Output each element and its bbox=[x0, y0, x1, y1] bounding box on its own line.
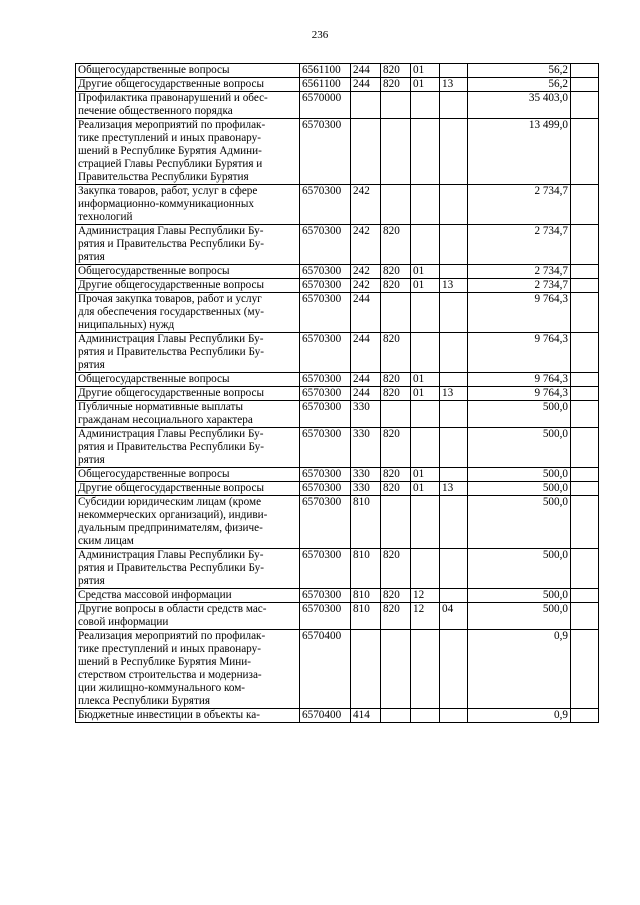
item-name-line: Другие вопросы в области средств мас- bbox=[78, 603, 267, 615]
target-article-cell: 6570000 bbox=[300, 92, 351, 119]
subsection-cell bbox=[440, 64, 468, 78]
amount-cell: 56,2 bbox=[468, 78, 571, 92]
item-name-line: плекса Республики Бурятия bbox=[78, 695, 210, 707]
amount-cell: 35 403,0 bbox=[468, 92, 571, 119]
item-name-cell bbox=[76, 333, 300, 373]
item-name-cell bbox=[76, 549, 300, 589]
item-name-line: информационно-коммуникационных bbox=[78, 198, 254, 210]
item-name-cell bbox=[76, 78, 300, 92]
empty-cell bbox=[571, 333, 599, 373]
table-row bbox=[76, 185, 599, 225]
subsection-cell bbox=[440, 265, 468, 279]
empty-cell bbox=[571, 428, 599, 468]
item-name-line: дуальным предпринимателям, физиче- bbox=[78, 522, 263, 534]
ministry-code-cell: 820 bbox=[381, 373, 411, 387]
item-name-line: Общегосударственные вопросы bbox=[78, 265, 230, 277]
empty-cell bbox=[571, 293, 599, 333]
subsection-cell bbox=[440, 401, 468, 428]
subsection-cell: 13 bbox=[440, 387, 468, 401]
item-name-line: Прочая закупка товаров, работ и услуг bbox=[78, 293, 262, 305]
item-name-line: рятия bbox=[78, 359, 105, 371]
item-name-cell bbox=[76, 119, 300, 185]
target-article-cell: 6570300 bbox=[300, 428, 351, 468]
expense-type-cell: 810 bbox=[351, 589, 381, 603]
section-cell: 01 bbox=[411, 78, 440, 92]
empty-cell bbox=[571, 709, 599, 723]
section-cell bbox=[411, 119, 440, 185]
section-cell bbox=[411, 496, 440, 549]
target-article-cell: 6561100 bbox=[300, 78, 351, 92]
item-name-line: Профилактика правонарушений и обес- bbox=[78, 92, 268, 104]
section-cell: 01 bbox=[411, 373, 440, 387]
item-name-cell bbox=[76, 496, 300, 549]
section-cell: 01 bbox=[411, 468, 440, 482]
item-name-cell bbox=[76, 428, 300, 468]
amount-cell: 500,0 bbox=[468, 603, 571, 630]
target-article-cell: 6570300 bbox=[300, 482, 351, 496]
table-row bbox=[76, 496, 599, 549]
empty-cell bbox=[571, 265, 599, 279]
item-name-line: Администрация Главы Республики Бу- bbox=[78, 428, 264, 440]
item-name-line: стерством строительства и модерниза- bbox=[78, 669, 262, 681]
item-name-line: рятия и Правительства Республики Бу- bbox=[78, 346, 264, 358]
amount-cell: 56,2 bbox=[468, 64, 571, 78]
target-article-cell: 6570300 bbox=[300, 589, 351, 603]
empty-cell bbox=[571, 603, 599, 630]
section-cell bbox=[411, 333, 440, 373]
subsection-cell bbox=[440, 119, 468, 185]
item-name-line: рятия и Правительства Республики Бу- bbox=[78, 441, 264, 453]
item-name-line: Правительства Республики Бурятия bbox=[78, 171, 249, 183]
item-name-line: для обеспечения государственных (му- bbox=[78, 306, 264, 318]
target-article-cell: 6570400 bbox=[300, 630, 351, 709]
expense-type-cell: 242 bbox=[351, 185, 381, 225]
section-cell: 01 bbox=[411, 482, 440, 496]
amount-cell: 2 734,7 bbox=[468, 225, 571, 265]
item-name-cell bbox=[76, 709, 300, 723]
subsection-cell: 13 bbox=[440, 279, 468, 293]
subsection-cell bbox=[440, 496, 468, 549]
table-row bbox=[76, 589, 599, 603]
item-name-cell bbox=[76, 92, 300, 119]
ministry-code-cell: 820 bbox=[381, 279, 411, 293]
expense-type-cell bbox=[351, 119, 381, 185]
section-cell bbox=[411, 401, 440, 428]
expense-type-cell: 810 bbox=[351, 496, 381, 549]
ministry-code-cell bbox=[381, 185, 411, 225]
budget-table bbox=[75, 63, 599, 723]
ministry-code-cell: 820 bbox=[381, 589, 411, 603]
item-name-cell bbox=[76, 387, 300, 401]
amount-cell: 2 734,7 bbox=[468, 185, 571, 225]
section-cell bbox=[411, 293, 440, 333]
empty-cell bbox=[571, 373, 599, 387]
target-article-cell: 6570300 bbox=[300, 265, 351, 279]
item-name-cell bbox=[76, 64, 300, 78]
item-name-line: шений в Республике Бурятия Мини- bbox=[78, 656, 251, 668]
amount-cell: 500,0 bbox=[468, 401, 571, 428]
section-cell: 01 bbox=[411, 64, 440, 78]
target-article-cell: 6570300 bbox=[300, 279, 351, 293]
section-cell: 01 bbox=[411, 279, 440, 293]
ministry-code-cell bbox=[381, 709, 411, 723]
table-row bbox=[76, 78, 599, 92]
item-name-line: Реализация мероприятий по профилак- bbox=[78, 119, 266, 131]
expense-type-cell: 330 bbox=[351, 482, 381, 496]
item-name-line: Общегосударственные вопросы bbox=[78, 373, 230, 385]
item-name-line: Публичные нормативные выплаты bbox=[78, 401, 243, 413]
table-row bbox=[76, 401, 599, 428]
amount-cell: 0,9 bbox=[468, 709, 571, 723]
target-article-cell: 6570300 bbox=[300, 387, 351, 401]
ministry-code-cell bbox=[381, 92, 411, 119]
empty-cell bbox=[571, 387, 599, 401]
table-row bbox=[76, 119, 599, 185]
item-name-cell bbox=[76, 225, 300, 265]
item-name-line: гражданам несоциального характера bbox=[78, 414, 253, 426]
subsection-cell bbox=[440, 428, 468, 468]
item-name-line: Общегосударственные вопросы bbox=[78, 64, 230, 76]
item-name-cell bbox=[76, 482, 300, 496]
empty-cell bbox=[571, 468, 599, 482]
empty-cell bbox=[571, 225, 599, 265]
expense-type-cell: 244 bbox=[351, 64, 381, 78]
target-article-cell: 6570300 bbox=[300, 333, 351, 373]
item-name-line: ции жилищно-коммунального ком- bbox=[78, 682, 246, 694]
amount-cell: 2 734,7 bbox=[468, 265, 571, 279]
target-article-cell: 6570300 bbox=[300, 373, 351, 387]
amount-cell: 2 734,7 bbox=[468, 279, 571, 293]
expense-type-cell bbox=[351, 92, 381, 119]
amount-cell: 500,0 bbox=[468, 468, 571, 482]
item-name-line: Другие общегосударственные вопросы bbox=[78, 482, 265, 494]
table-row bbox=[76, 333, 599, 373]
subsection-cell: 13 bbox=[440, 78, 468, 92]
item-name-cell bbox=[76, 401, 300, 428]
ministry-code-cell bbox=[381, 401, 411, 428]
amount-cell: 500,0 bbox=[468, 589, 571, 603]
item-name-line: совой информации bbox=[78, 616, 169, 628]
target-article-cell: 6570300 bbox=[300, 549, 351, 589]
table-row bbox=[76, 265, 599, 279]
subsection-cell bbox=[440, 293, 468, 333]
empty-cell bbox=[571, 119, 599, 185]
target-article-cell: 6570300 bbox=[300, 225, 351, 265]
subsection-cell bbox=[440, 709, 468, 723]
item-name-line: рятия bbox=[78, 454, 105, 466]
expense-type-cell: 330 bbox=[351, 468, 381, 482]
amount-cell: 500,0 bbox=[468, 549, 571, 589]
item-name-cell bbox=[76, 185, 300, 225]
item-name-line: рятия и Правительства Республики Бу- bbox=[78, 238, 264, 250]
section-cell bbox=[411, 428, 440, 468]
item-name-line: рятия bbox=[78, 575, 105, 587]
item-name-line: тике преступлений и иных правонару- bbox=[78, 132, 261, 144]
table-row bbox=[76, 468, 599, 482]
empty-cell bbox=[571, 496, 599, 549]
subsection-cell: 04 bbox=[440, 603, 468, 630]
item-name-cell bbox=[76, 630, 300, 709]
item-name-cell bbox=[76, 468, 300, 482]
target-article-cell: 6570300 bbox=[300, 496, 351, 549]
expense-type-cell: 244 bbox=[351, 293, 381, 333]
item-name-line: Другие общегосударственные вопросы bbox=[78, 387, 265, 399]
expense-type-cell: 242 bbox=[351, 279, 381, 293]
empty-cell bbox=[571, 630, 599, 709]
item-name-line: Закупка товаров, работ, услуг в сфере bbox=[78, 185, 258, 197]
amount-cell: 500,0 bbox=[468, 496, 571, 549]
table-row bbox=[76, 92, 599, 119]
section-cell: 01 bbox=[411, 387, 440, 401]
page-number: 236 bbox=[311, 29, 329, 41]
item-name-line: рятия bbox=[78, 251, 105, 263]
subsection-cell bbox=[440, 549, 468, 589]
expense-type-cell bbox=[351, 630, 381, 709]
empty-cell bbox=[571, 78, 599, 92]
amount-cell: 9 764,3 bbox=[468, 333, 571, 373]
expense-type-cell: 810 bbox=[351, 603, 381, 630]
budget-table-body bbox=[76, 64, 599, 723]
target-article-cell: 6570300 bbox=[300, 185, 351, 225]
ministry-code-cell: 820 bbox=[381, 265, 411, 279]
item-name-line: Средства массовой информации bbox=[78, 589, 232, 601]
target-article-cell: 6570300 bbox=[300, 293, 351, 333]
expense-type-cell: 242 bbox=[351, 225, 381, 265]
item-name-cell bbox=[76, 265, 300, 279]
item-name-line: Администрация Главы Республики Бу- bbox=[78, 549, 264, 561]
empty-cell bbox=[571, 279, 599, 293]
empty-cell bbox=[571, 401, 599, 428]
expense-type-cell: 810 bbox=[351, 549, 381, 589]
table-row bbox=[76, 482, 599, 496]
amount-cell: 500,0 bbox=[468, 428, 571, 468]
ministry-code-cell: 820 bbox=[381, 225, 411, 265]
table-row bbox=[76, 373, 599, 387]
item-name-line: Администрация Главы Республики Бу- bbox=[78, 333, 264, 345]
section-cell bbox=[411, 92, 440, 119]
expense-type-cell: 330 bbox=[351, 401, 381, 428]
ministry-code-cell bbox=[381, 293, 411, 333]
subsection-cell: 13 bbox=[440, 482, 468, 496]
ministry-code-cell bbox=[381, 496, 411, 549]
expense-type-cell: 242 bbox=[351, 265, 381, 279]
item-name-cell bbox=[76, 293, 300, 333]
table-row bbox=[76, 549, 599, 589]
item-name-line: некоммерческих организаций), индиви- bbox=[78, 509, 268, 521]
expense-type-cell: 414 bbox=[351, 709, 381, 723]
table-row bbox=[76, 709, 599, 723]
subsection-cell bbox=[440, 589, 468, 603]
item-name-cell bbox=[76, 603, 300, 630]
subsection-cell bbox=[440, 333, 468, 373]
item-name-cell bbox=[76, 279, 300, 293]
subsection-cell bbox=[440, 373, 468, 387]
section-cell bbox=[411, 185, 440, 225]
table-row bbox=[76, 603, 599, 630]
item-name-line: Администрация Главы Республики Бу- bbox=[78, 225, 264, 237]
ministry-code-cell: 820 bbox=[381, 333, 411, 373]
item-name-line: тике преступлений и иных правонару- bbox=[78, 643, 261, 655]
item-name-line: Реализация мероприятий по профилак- bbox=[78, 630, 266, 642]
subsection-cell bbox=[440, 185, 468, 225]
item-name-line: страцией Главы Республики Бурятия и bbox=[78, 158, 263, 170]
item-name-line: шений в Республике Бурятия Админи- bbox=[78, 145, 262, 157]
expense-type-cell: 244 bbox=[351, 387, 381, 401]
empty-cell bbox=[571, 589, 599, 603]
ministry-code-cell: 820 bbox=[381, 482, 411, 496]
amount-cell: 0,9 bbox=[468, 630, 571, 709]
table-row bbox=[76, 225, 599, 265]
empty-cell bbox=[571, 92, 599, 119]
item-name-cell bbox=[76, 373, 300, 387]
item-name-line: Другие общегосударственные вопросы bbox=[78, 78, 265, 90]
ministry-code-cell: 820 bbox=[381, 549, 411, 589]
ministry-code-cell bbox=[381, 119, 411, 185]
item-name-line: Бюджетные инвестиции в объекты ка- bbox=[78, 709, 260, 721]
target-article-cell: 6570300 bbox=[300, 468, 351, 482]
item-name-cell bbox=[76, 589, 300, 603]
amount-cell: 9 764,3 bbox=[468, 373, 571, 387]
section-cell bbox=[411, 630, 440, 709]
section-cell: 01 bbox=[411, 265, 440, 279]
amount-cell: 500,0 bbox=[468, 482, 571, 496]
empty-cell bbox=[571, 549, 599, 589]
subsection-cell bbox=[440, 630, 468, 709]
section-cell bbox=[411, 549, 440, 589]
table-row bbox=[76, 630, 599, 709]
target-article-cell: 6570300 bbox=[300, 401, 351, 428]
table-row bbox=[76, 64, 599, 78]
item-name-line: печение общественного порядка bbox=[78, 105, 233, 117]
table-row bbox=[76, 428, 599, 468]
section-cell: 12 bbox=[411, 589, 440, 603]
amount-cell: 9 764,3 bbox=[468, 293, 571, 333]
table-row bbox=[76, 279, 599, 293]
section-cell bbox=[411, 709, 440, 723]
expense-type-cell: 244 bbox=[351, 78, 381, 92]
table-row bbox=[76, 387, 599, 401]
item-name-line: Другие общегосударственные вопросы bbox=[78, 279, 265, 291]
ministry-code-cell: 820 bbox=[381, 387, 411, 401]
item-name-line: технологий bbox=[78, 211, 133, 223]
empty-cell bbox=[571, 64, 599, 78]
ministry-code-cell: 820 bbox=[381, 64, 411, 78]
target-article-cell: 6561100 bbox=[300, 64, 351, 78]
subsection-cell bbox=[440, 468, 468, 482]
subsection-cell bbox=[440, 92, 468, 119]
target-article-cell: 6570300 bbox=[300, 603, 351, 630]
ministry-code-cell: 820 bbox=[381, 603, 411, 630]
item-name-line: ниципальных) нужд bbox=[78, 319, 175, 331]
section-cell bbox=[411, 225, 440, 265]
item-name-line: Общегосударственные вопросы bbox=[78, 468, 230, 480]
target-article-cell: 6570300 bbox=[300, 119, 351, 185]
table-row bbox=[76, 293, 599, 333]
item-name-line: рятия и Правительства Республики Бу- bbox=[78, 562, 264, 574]
subsection-cell bbox=[440, 225, 468, 265]
item-name-line: Субсидии юридическим лицам (кроме bbox=[78, 496, 262, 508]
ministry-code-cell: 820 bbox=[381, 428, 411, 468]
empty-cell bbox=[571, 482, 599, 496]
empty-cell bbox=[571, 185, 599, 225]
ministry-code-cell bbox=[381, 630, 411, 709]
ministry-code-cell: 820 bbox=[381, 468, 411, 482]
amount-cell: 9 764,3 bbox=[468, 387, 571, 401]
expense-type-cell: 244 bbox=[351, 333, 381, 373]
section-cell: 12 bbox=[411, 603, 440, 630]
target-article-cell: 6570400 bbox=[300, 709, 351, 723]
amount-cell: 13 499,0 bbox=[468, 119, 571, 185]
expense-type-cell: 330 bbox=[351, 428, 381, 468]
ministry-code-cell: 820 bbox=[381, 78, 411, 92]
item-name-line: ским лицам bbox=[78, 535, 134, 547]
expense-type-cell: 244 bbox=[351, 373, 381, 387]
